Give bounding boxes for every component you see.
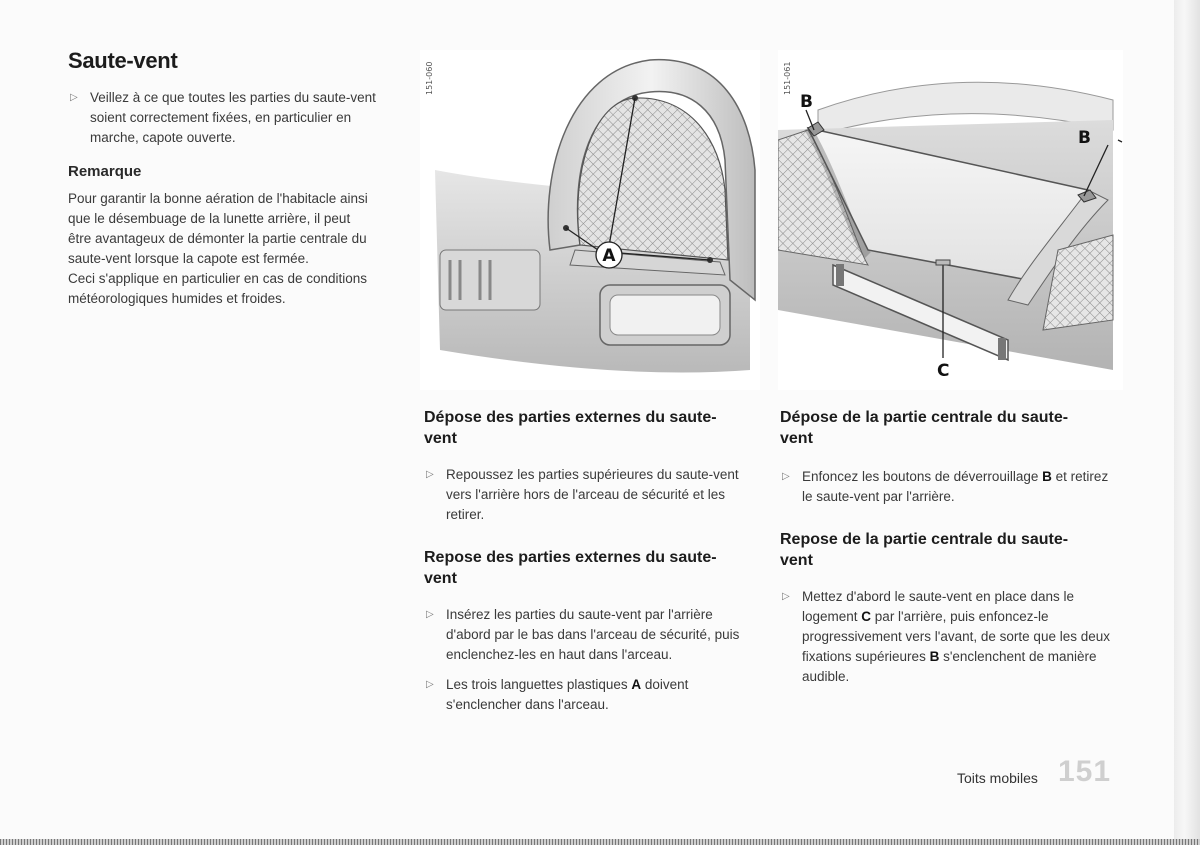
left-column <box>68 48 398 309</box>
key-letter-b: B <box>929 649 940 664</box>
section-title-depose-central: Dépose de la partie centrale du saute-vent <box>780 409 1069 447</box>
central-deflector-illustration <box>778 50 1123 390</box>
callout-a-label: A <box>602 246 616 266</box>
repose-outer-bullet-2 <box>424 675 746 715</box>
note-line: saute-vent lorsque la capote est fermée. <box>68 251 309 266</box>
section-title-depose-outer: Dépose des parties externes du saute-vent <box>424 409 717 447</box>
bullet-marker-icon: ▷ <box>70 92 78 103</box>
key-letter-a: A <box>631 677 642 692</box>
note-line: météorologiques humides et froides. <box>68 291 286 306</box>
note-body <box>68 189 398 309</box>
callout-c-label: C <box>937 361 950 381</box>
figure-code: 151-061 <box>783 61 792 95</box>
outer-deflector-illustration <box>420 50 760 390</box>
repose-central-bullet <box>780 587 1115 687</box>
page-edge-bottom <box>0 839 1200 845</box>
note-line: que le désembuage de la lunette arrière, il peut <box>68 211 351 226</box>
depose-outer-bullet <box>424 465 754 525</box>
bullet-marker-icon: ▷ <box>426 679 434 690</box>
depose-central-bullet <box>780 467 1115 507</box>
key-letter-c: C <box>861 609 872 624</box>
note-title: Remarque <box>68 163 142 180</box>
section-title-repose-central: Repose de la partie centrale du saute-vent <box>780 531 1069 569</box>
intro-bullet-text: Veillez à ce que toutes les parties du saute-vent soient correctement fixées, en particulier en marche, capote ouverte. <box>90 90 376 145</box>
bullet-marker-icon: ▷ <box>782 471 790 482</box>
note-line: Pour garantir la bonne aération de l'habitacle ainsi <box>68 191 368 206</box>
intro-bullet <box>68 88 398 148</box>
callout-b-right-label: B <box>1078 128 1091 148</box>
repose-central-bullet-mid: par l'arrière, puis enfoncez-le progressivement vers l'avant, de sorte que les deux fixations supérieures <box>802 609 1110 664</box>
figure-central-deflector <box>778 50 1123 390</box>
page-number: 151 <box>1058 755 1112 788</box>
bullet-marker-icon: ▷ <box>782 591 790 602</box>
depose-outer-bullet-text: Repoussez les parties supérieures du saute-vent vers l'arrière hors de l'arceau de sécurité et les retirer. <box>446 467 739 522</box>
repose-outer-bullet-1-text: Insérez les parties du saute-vent par l'arrière d'abord par le bas dans l'arceau de sécurité, puis enclenchez-les en haut dans l'arceau. <box>446 607 740 662</box>
page-edge-right <box>1174 0 1200 845</box>
depose-central-bullet-pre: Enfoncez les boutons de déverrouillage <box>802 469 1043 484</box>
repose-central-bullet-post: s'enclenchent de manière audible. <box>802 649 1097 684</box>
key-letter-b: B <box>1042 469 1052 484</box>
section-title-repose-outer: Repose des parties externes du saute-vent <box>424 549 717 587</box>
depose-central-bullet-post: et retirez le saute-vent par l'arrière. <box>802 469 1109 504</box>
middle-column <box>424 407 754 715</box>
figure-code: 151-060 <box>425 61 434 95</box>
bullet-marker-icon: ▷ <box>426 609 434 620</box>
repose-outer-bullet-2-post: doivent s'enclencher dans l'arceau. <box>446 677 689 712</box>
callout-b-left-label: B <box>800 92 813 112</box>
page-title: Saute-vent <box>68 48 178 73</box>
right-column <box>780 407 1115 687</box>
repose-central-bullet-pre: Mettez d'abord le saute-vent en place dans le logement <box>802 589 1074 624</box>
note-line: Ceci s'applique en particulier en cas de conditions <box>68 271 368 286</box>
footer-section-name: Toits mobiles <box>957 770 1038 786</box>
note-line: être avantageux de démonter la partie centrale du <box>68 231 367 246</box>
repose-outer-bullet-1 <box>424 605 754 665</box>
figure-outer-deflector <box>420 50 760 390</box>
bullet-marker-icon: ▷ <box>426 469 434 480</box>
repose-outer-bullet-2-pre: Les trois languettes plastiques <box>446 677 632 692</box>
